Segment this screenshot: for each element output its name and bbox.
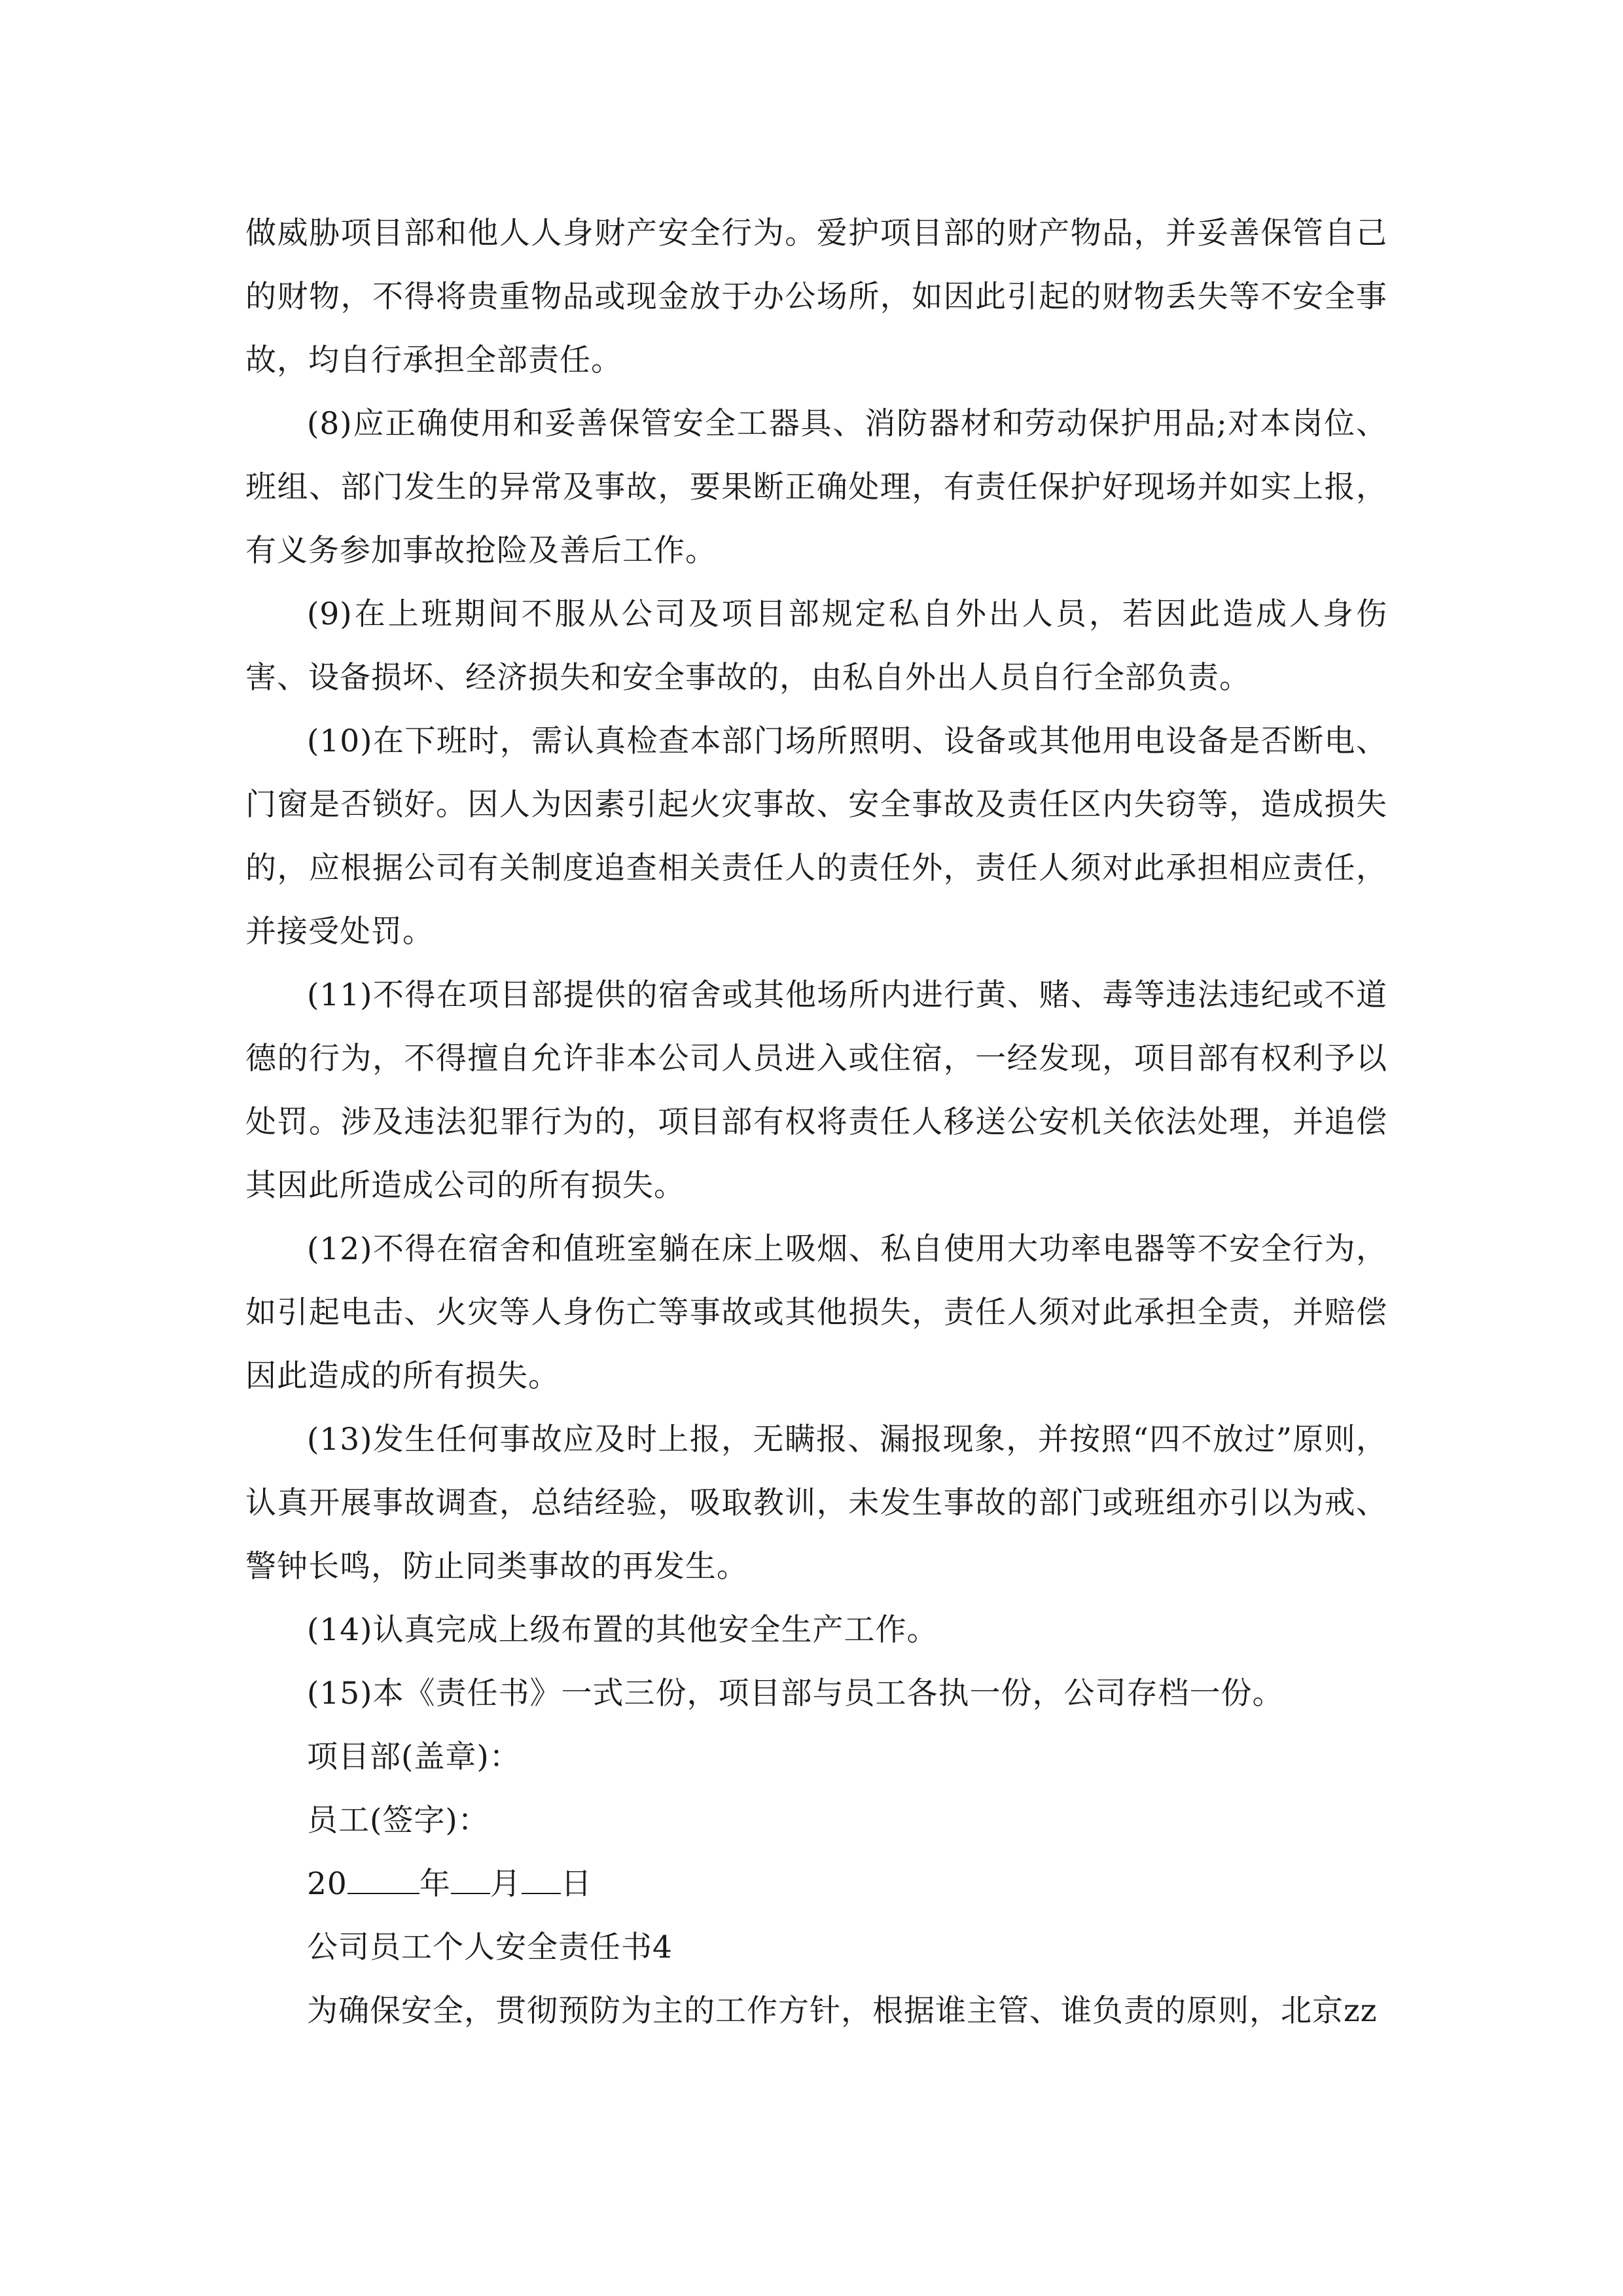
date-prefix: 20 <box>307 1866 348 1902</box>
clause-15: (15)本《责任书》一式三份，项目部与员工各执一份，公司存档一份。 <box>307 1676 1284 1712</box>
clause-9: (9)在上班期间不服从公司及项目部规定私自外出人员，若因此造成人身伤害、设备损坏、经济损失和安全事故的，由私自外出人员自行全部负责。 <box>245 596 1387 696</box>
signature-department: 项目部(盖章)： <box>307 1739 521 1775</box>
day-blank <box>522 1865 561 1894</box>
clause-13: (13)发生任何事故应及时上报，无瞒报、漏报现象，并按照“四不放过”原则，认真开展事故调查，总结经验，吸取教训，未发生事故的部门或班组亦引以为戒、警钟长鸣，防止同类事故的再发生。 <box>245 1422 1387 1585</box>
month-blank <box>451 1865 490 1894</box>
document-body <box>245 202 1387 2043</box>
signature-date <box>245 1852 1387 1916</box>
signature-employee: 员工(签字)： <box>307 1803 490 1839</box>
clause-8: (8)应正确使用和妥善保管安全工器具、消防器材和劳动保护用品;对本岗位、班组、部门发生的异常及事故，要果断正确处理，有责任保护好现场并如实上报，有义务参加事故抢险及善后工作。 <box>245 406 1387 569</box>
clause-14: (14)认真完成上级布置的其他安全生产工作。 <box>307 1612 938 1648</box>
date-month-label: 月 <box>490 1866 522 1902</box>
clause-10: (10)在下班时，需认真检查本部门场所照明、设备或其他用电设备是否断电、门窗是否锁好。因人为因素引起火灾事故、安全事故及责任区内失窃等，造成损失的，应根据公司有关制度追查相关责任人的责任外，责任人须对此承担相应责任，并接受处罚。 <box>245 723 1387 950</box>
date-day-label: 日 <box>560 1866 592 1902</box>
paragraph-continued: 做威胁项目部和他人人身财产安全行为。爱护项目部的财产物品，并妥善保管自己的财物，不得将贵重物品或现金放于办公场所，如因此引起的财物丢失等不安全事故，均自行承担全部责任。 <box>245 215 1387 378</box>
date-year-label: 年 <box>419 1866 451 1902</box>
clause-11: (11)不得在项目部提供的宿舍或其他场所内进行黄、赌、毒等违法违纪或不道德的行为，不得擅自允许非本公司人员进入或住宿，一经发现，项目部有权利予以处罚。涉及违法犯罪行为的，项目部有权将责任人移送公安机关依法处理，并追偿其因此所造成公司的所有损失。 <box>245 977 1387 1204</box>
year-blank <box>348 1865 419 1894</box>
clause-12: (12)不得在宿舍和值班室躺在床上吸烟、私自使用大功率电器等不安全行为，如引起电击、火灾等人身伤亡等事故或其他损失，责任人须对此承担全责，并赔偿因此造成的所有损失。 <box>245 1231 1387 1394</box>
next-section-title: 公司员工个人安全责任书4 <box>307 1929 673 1965</box>
next-section-paragraph: 为确保安全，贯彻预防为主的工作方针，根据谁主管、谁负责的原则，北京zz <box>307 1993 1378 2029</box>
